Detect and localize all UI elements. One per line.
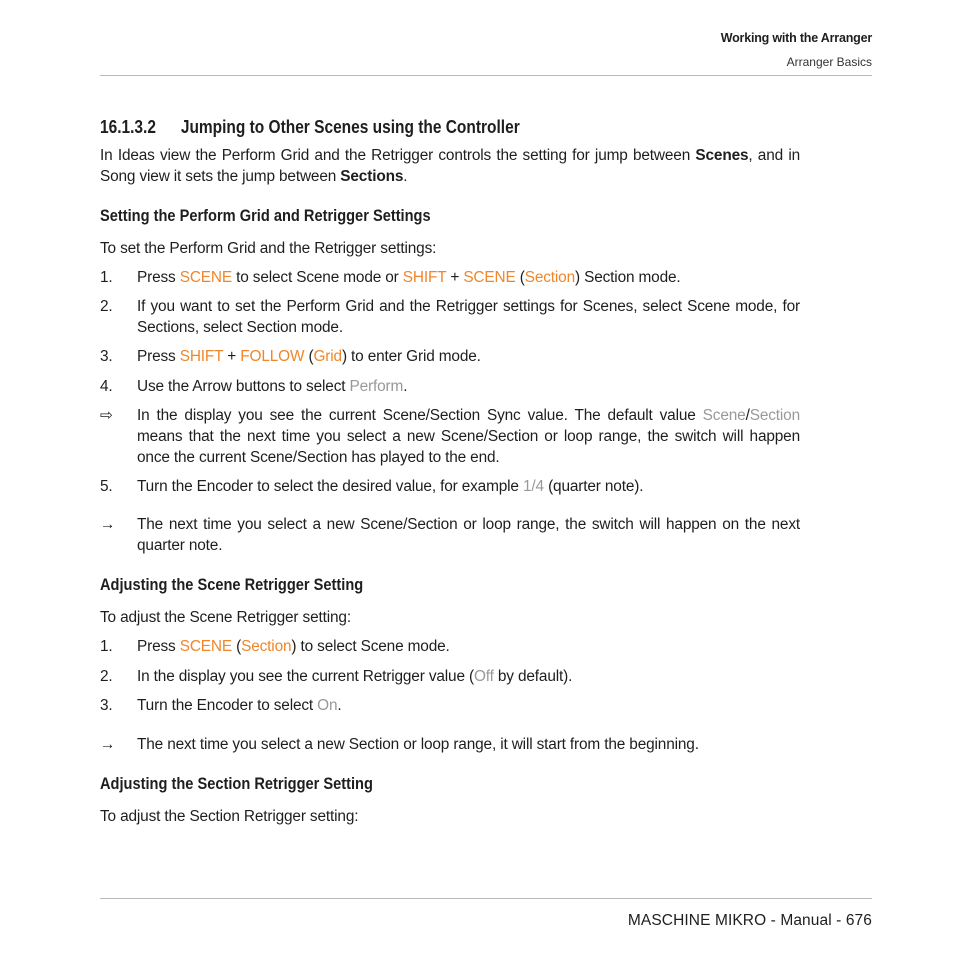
right-arrow-icon: → [100, 516, 116, 533]
scene-button-ref: SCENE [463, 269, 516, 286]
result-item: → The next time you select a new Scene/Section or loop range, the switch will happen on the next quarter note. [100, 516, 800, 554]
subheading-perform-grid: Setting the Perform Grid and Retrigger Settings [100, 206, 431, 225]
step-item: 4. Use the Arrow buttons to select Perform. [100, 377, 800, 398]
off-display-ref: Off [473, 668, 494, 685]
scene-retrigger-lead: To adjust the Scene Retrigger setting: [100, 609, 351, 626]
scenes-term: Scenes [695, 147, 749, 164]
header-divider [100, 75, 872, 76]
sections-term: Sections [340, 167, 404, 185]
section-title: Jumping to Other Scenes using the Controller [180, 117, 520, 137]
step-item: 3. Turn the Encoder to select On. [100, 696, 800, 717]
step-item: 2. In the display you see the current Retrigger value (Off by default). [100, 667, 800, 688]
section-display-ref: Section [749, 407, 800, 424]
step-item: 3. Press SHIFT + FOLLOW (Grid) to enter Grid mode. [100, 347, 800, 368]
step-item: 1. Press SCENE (Section) to select Scene mode. [100, 637, 800, 658]
step-number: 3. [100, 697, 113, 714]
intro-paragraph: In Ideas view the Perform Grid and the Retrigger controls the setting for jump between Scenes, and in Song view it sets the jump between Sections. [100, 147, 800, 185]
page-footer: MASCHINE MIKRO - Manual - 676 [627, 912, 872, 929]
scene-button-ref: SCENE [179, 269, 232, 286]
scene-display-ref: Scene [702, 407, 746, 424]
step-item: 5. Turn the Encoder to select the desired value, for example 1/4 (quarter note). [100, 477, 800, 498]
scene-button-ref: SCENE [179, 638, 232, 655]
on-display-ref: On [317, 697, 338, 714]
step-number: 2. [100, 298, 113, 315]
shift-button-ref: SHIFT [402, 269, 447, 286]
section-heading [100, 117, 520, 138]
follow-button-ref: FOLLOW [240, 348, 305, 365]
shift-button-ref: SHIFT [179, 348, 224, 365]
grid-label-ref: Grid [313, 348, 342, 365]
section-number: 16.1.3.2 [100, 117, 156, 137]
footer-divider [100, 898, 872, 899]
step-number: 1. [100, 638, 113, 655]
value-display-ref: 1/4 [522, 478, 544, 495]
step-number: 4. [100, 378, 113, 395]
perform-display-ref: Perform [349, 378, 404, 395]
step-number: 5. [100, 478, 113, 495]
section-label-ref: Section [524, 269, 575, 286]
right-arrow-icon: → [100, 736, 116, 753]
running-header-chapter: Working with the Arranger [720, 31, 872, 45]
section-label-ref: Section [241, 638, 292, 655]
subheading-section-retrigger: Adjusting the Section Retrigger Setting [100, 774, 373, 793]
hollow-arrow-icon: ⇨ [100, 407, 113, 424]
perform-lead: To set the Perform Grid and the Retrigger settings: [100, 240, 437, 257]
step-item: 1. Press SCENE to select Scene mode or SHIFT + SCENE (Section) Section mode. [100, 268, 800, 289]
step-number: 3. [100, 348, 113, 365]
result-note: ⇨ In the display you see the current Scene/Section Sync value. The default value Scene/Section means that the next time you select a new Scene/Section or loop range, the switch will happen once the current Scene/Section has played to the end. [100, 407, 800, 466]
subheading-scene-retrigger: Adjusting the Scene Retrigger Setting [100, 575, 364, 594]
step-number: 1. [100, 269, 113, 286]
running-header-section: Arranger Basics [786, 55, 872, 69]
step-number: 2. [100, 668, 113, 685]
step-item: 2. If you want to set the Perform Grid and the Retrigger settings for Scenes, select Scene mode, for Sections, select Section mode. [100, 298, 800, 336]
result-item: → The next time you select a new Section or loop range, it will start from the beginning. [100, 735, 800, 756]
section-retrigger-lead: To adjust the Section Retrigger setting: [100, 808, 359, 825]
